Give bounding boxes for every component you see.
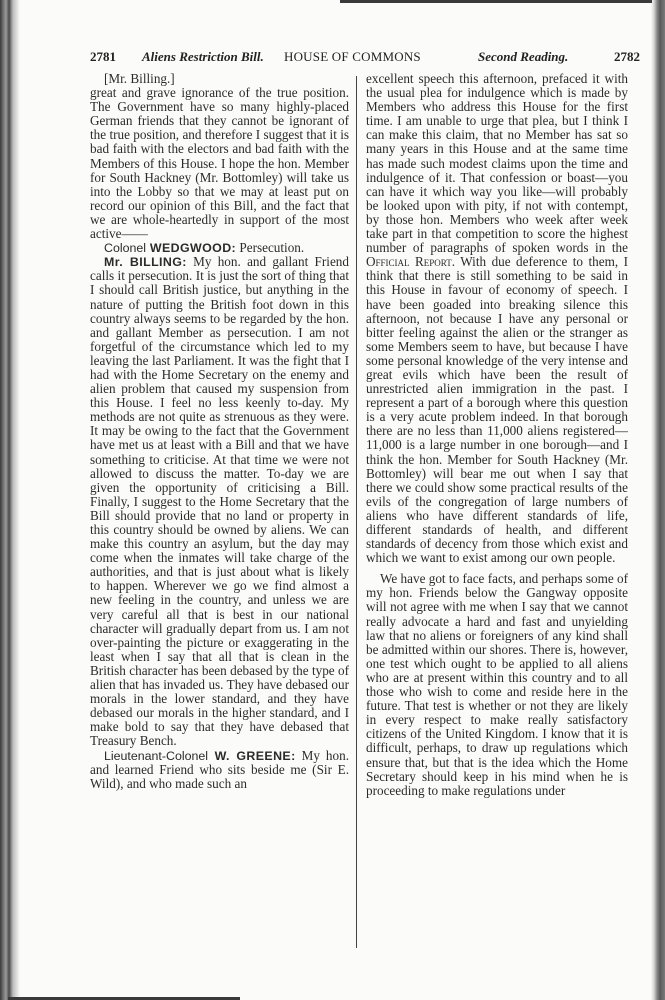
official-report-reference: Official Report <box>366 254 452 270</box>
speaker-attribution: [Mr. Billing.] <box>104 71 175 86</box>
speech-text: Persecution. <box>239 240 305 256</box>
scan-edge-left <box>0 0 20 1000</box>
page-number-right: 2782 <box>614 49 640 64</box>
running-head <box>90 48 640 66</box>
speaker-name: Lieutenant-Colonel W. GREENE: <box>104 748 296 763</box>
speech-text: My hon. and gallant Friend calls it persecution. It is just the sort of thing that I should call British justice, but anything in the nature of putting the British foot down in this country always seems to be regarded by the hon. and gallant Member as persecution. I am not forgetful of the circumstance which led to my leaving the last Parliament. It was the fight that I had with the Home Secretary on the enemy and alien problem that caused my suspension from this House. I feel no less keenly to-day. My methods are not quite as strenuous as they were. It may be owing to the fact that the Government have met us at least with a Bill and that we have something to criticise. At that time we were not allowed to discuss the matter. To-day we are given the opportunity of criticising a Bill. Finally, I suggest to the Home Secretary that the Bill should provide that no land or property in this country should be owned by aliens. We can make this country an asylum, but the day may come when the inmates will take charge of the authorities, and that is just about what is likely to happen. Wherever we go we find almost a new feeling in the country, and unless we are very careful all that is best in our national character will gradually depart from us. I am not over-painting the picture or exaggerating in the least when I say that all that is clean in the British character has been debased by the type of alien that has invaded us. They have debased our morals in the lower standard, and they have debased our morals in the higher standard, and I make bold to say that they have debased that Treasury Bench. <box>90 254 349 749</box>
bill-title: Aliens Restriction Bill. <box>142 49 264 64</box>
paragraph: We have got to face facts, and perhaps some of my hon. Friends below the Gangway opposite will not agree with me when I say that we cannot really advocate a hard and fast and unyielding law that no aliens or foreigners of any kind shall be admitted within our shores. There is, however, one test which ought to be applied to all aliens who are at present within this country and to all those who wish to come and reside here in the future. That test is whether or not they are likely in every respect to make really satisfactory citizens of the United Kingdom. I know that it is difficult, perhaps, to draw up regulations which ensure that, but that is the idea which the Home Secretary should keep in his mind when he is proceeding to make regulations under <box>366 571 628 798</box>
speech-greene <box>90 749 349 791</box>
right-column <box>366 72 628 798</box>
speech-wedgwood <box>90 241 349 255</box>
house-title: HOUSE OF COMMONS <box>284 49 421 64</box>
scan-top-shadow <box>340 0 652 3</box>
column-divider <box>356 76 357 948</box>
speaker-name: Mr. BILLING: <box>104 255 187 270</box>
left-column <box>90 72 349 791</box>
page-number-left: 2781 <box>90 49 116 64</box>
speaker-name: Colonel WEDGWOOD: <box>104 241 237 256</box>
paragraph: excellent speech this afternoon, prefaced it with the usual plea for indulgence which is made by Members who address this House for the first time. I am unable to urge that plea, but I think I can make this claim, that no Member has sat so many years in this House and at the same time has made such modest claims upon the time and indulgence of it. That confession or boast—you can have it which way you like—will probably be looked upon with pity, if not with contempt, by those hon. Members who week after week take part in that competition to score the highest number of paragraphs of spoken words in the Official Report. With due deference to them, I think that there is still something to be said in this House in favour of economy of speech. I have been goaded into breaking silence this afternoon, not because I have any personal or bitter feeling against the alien or the stranger as some Members seem to have, but because I have some personal knowledge of the very intense and great evils which have been the result of unrestricted alien immigration in the past. I represent a part of a borough where this question is a very acute problem indeed. In that borough there are no less than 11,000 aliens registered—11,000 is a large number in one borough—and I think the hon. Member for South Hackney (Mr. Bottomley) will bear me out when I say that there we could show some practical results of the evils of the congregation of large numbers of aliens who have different standards of life, different standards of health, and different standards of decency from those which exist and which we want to exist among our own people. <box>366 71 628 566</box>
speech-text: My hon. and learned Friend who sits beside me (Sir E. Wild), and who made such an <box>90 747 350 791</box>
reading-title: Second Reading. <box>478 49 569 64</box>
scan-edge-right <box>651 0 665 1000</box>
paragraph: great and grave ignorance of the true position. The Government have so many highly-placed German friends that they cannot be ignorant of the true position, and therefore I suggest that it is bad faith with the electors and bad faith with the Members of this House. I hope the hon. Member for South Hackney (Mr. Bottomley) will take us into the Lobby so that we may at least put on record our opinion of this Bill, and the fact that we are whole-heartedly in support of the most active—— <box>90 85 349 242</box>
speech-billing <box>90 255 349 748</box>
